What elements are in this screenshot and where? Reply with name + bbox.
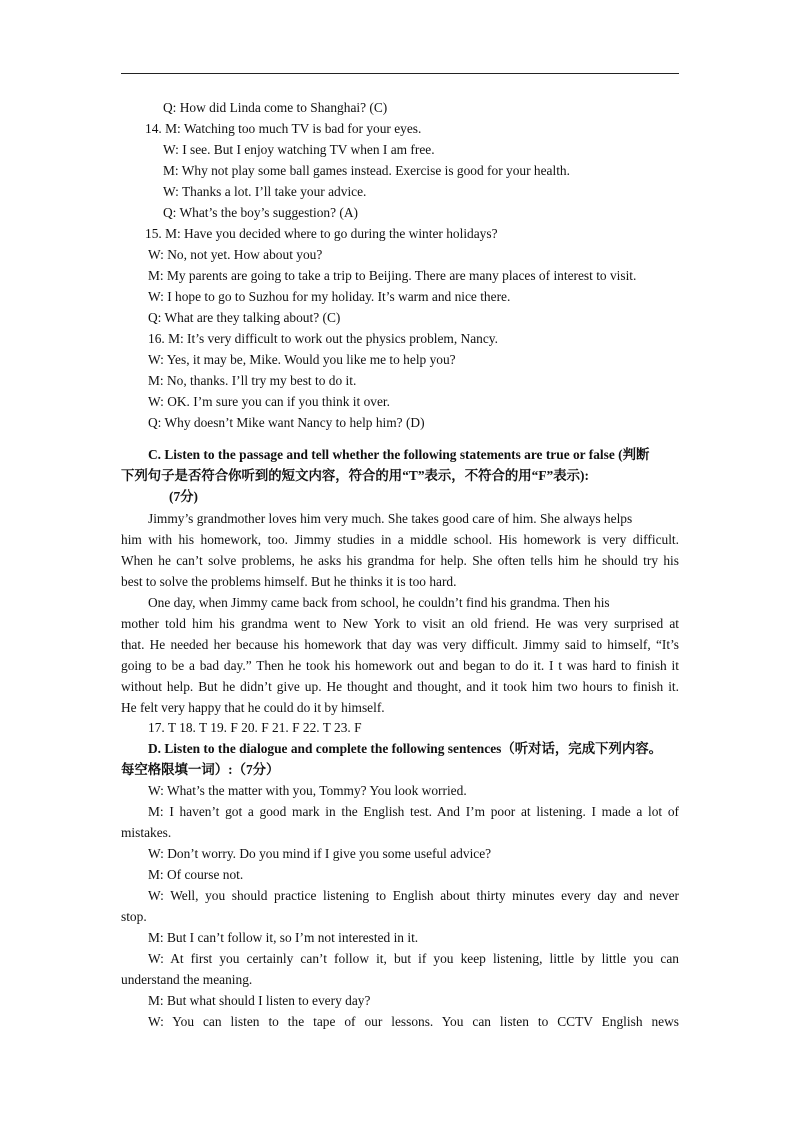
line-16-m2: M: No, thanks. I’ll try my best to do it.: [148, 373, 357, 388]
section-d-heading: D. Listen to the dialogue and complete the following sentences（听对话，完成下列内容。: [148, 741, 663, 756]
dialogue-line5: W: Well, you should practice listening to English about thirty minutes every day and never: [148, 888, 679, 903]
section-d-heading-cont: 每空格限填一词）:（7分）: [121, 762, 280, 777]
dialogue-line9: W: You can listen to the tape of our lessons. You can listen to CCTV English news: [148, 1014, 679, 1029]
line-16-w1: W: Yes, it may be, Mike. Would you like me to help you?: [148, 352, 456, 367]
passage-p2-line1: One day, when Jimmy came back from school, he couldn’t find his grandma. Then his: [148, 595, 610, 610]
line-16-w2: W: OK. I’m sure you can if you think it over.: [148, 394, 390, 409]
passage-p1-line1: Jimmy’s grandmother loves him very much. She takes good care of him. She always helps: [148, 511, 633, 526]
answer-key: 17. T 18. T 19. F 20. F 21. F 22. T 23. F: [148, 720, 362, 735]
line-14-w2: W: Thanks a lot. I’ll take your advice.: [163, 184, 367, 199]
passage-p2-line6: He felt very happy that he could do it by himself.: [121, 700, 385, 715]
passage-p2-line3: that. He needed her because his homework that day was very difficult. Jimmy said to himself, “It’s: [121, 637, 679, 652]
dialogue-line4: M: Of course not.: [148, 867, 244, 882]
passage-p1-line2: him with his homework, too. Jimmy studies in a middle school. His homework is very difficult.: [121, 532, 679, 547]
dialogue-line6: M: But I can’t follow it, so I’m not interested in it.: [148, 930, 419, 945]
section-c-heading: C. Listen to the passage and tell whether the following statements are true or false (判断: [148, 447, 650, 462]
section-c-points: (7分): [169, 489, 199, 504]
line-15-m: 15. M: Have you decided where to go during the winter holidays?: [145, 226, 498, 241]
line-14-q: Q: What’s the boy’s suggestion? (A): [163, 205, 359, 220]
line-15-w2: W: I hope to go to Suzhou for my holiday. It’s warm and nice there.: [148, 289, 511, 304]
passage-p2-line5: without help. But he didn’t give up. He thought and thought, and it took him two hours to finish it.: [121, 679, 679, 694]
line-14-m2: M: Why not play some ball games instead. Exercise is good for your health.: [163, 163, 570, 178]
dialogue-line2: M: I haven’t got a good mark in the English test. And I’m poor at listening. I made a lot of: [148, 804, 679, 819]
header-rule: [121, 73, 679, 74]
passage-p1-line3: When he can’t solve problems, he asks his grandma for help. She often tells him he should try his: [121, 553, 679, 568]
line-q13: Q: How did Linda come to Shanghai? (C): [163, 100, 388, 115]
line-14-w1: W: I see. But I enjoy watching TV when I am free.: [163, 142, 435, 157]
dialogue-line5-cont: stop.: [121, 909, 147, 924]
dialogue-line1: W: What’s the matter with you, Tommy? You look worried.: [148, 783, 467, 798]
line-15-q: Q: What are they talking about? (C): [148, 310, 341, 325]
dialogue-line7: W: At first you certainly can’t follow it, but if you keep listening, little by little you can: [148, 951, 679, 966]
line-15-m2: M: My parents are going to take a trip to Beijing. There are many places of interest to visit.: [148, 268, 637, 283]
dialogue-line8: M: But what should I listen to every day?: [148, 993, 371, 1008]
line-15-w1: W: No, not yet. How about you?: [148, 247, 323, 262]
passage-p1-line4: best to solve the problems himself. But he thinks it is too hard.: [121, 574, 457, 589]
line-16-m: 16. M: It’s very difficult to work out the physics problem, Nancy.: [148, 331, 498, 346]
dialogue-line3: W: Don’t worry. Do you mind if I give you some useful advice?: [148, 846, 492, 861]
section-c-heading-cont: 下列句子是否符合你听到的短文内容，符合的用“T”表示，不符合的用“F”表示):: [121, 468, 589, 483]
passage-p2-line4: going to be a bad day.” Then he took his homework out and began to do it. I t was hard to finish it: [121, 658, 679, 673]
dialogue-line2-cont: mistakes.: [121, 825, 172, 840]
line-14-m: 14. M: Watching too much TV is bad for your eyes.: [145, 121, 422, 136]
passage-p2-line2: mother told him his grandma went to New York to visit an old friend. He was very surprised at: [121, 616, 679, 631]
line-16-q: Q: Why doesn’t Mike want Nancy to help him? (D): [148, 415, 425, 430]
dialogue-line7-cont: understand the meaning.: [121, 972, 253, 987]
